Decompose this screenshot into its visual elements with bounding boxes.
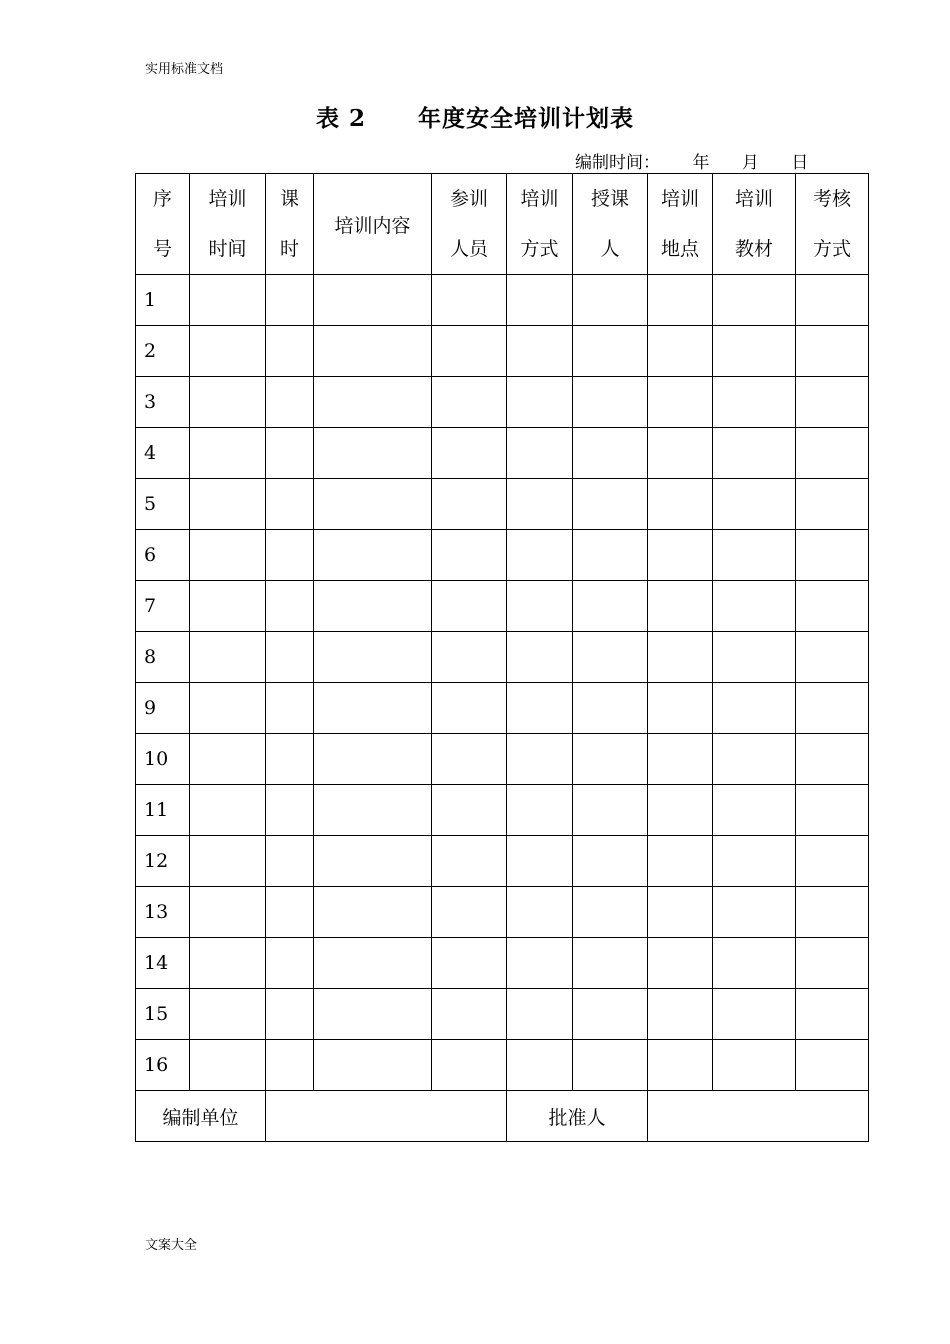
table-cell[interactable] [266,581,314,632]
table-cell[interactable] [266,836,314,887]
row-number: 3 [136,377,190,428]
table-cell[interactable] [432,275,507,326]
header-cell: 考核 方式 [796,174,869,275]
table-cell[interactable] [190,785,266,836]
table-cell[interactable] [314,887,432,938]
table-cell[interactable] [266,530,314,581]
table-cell[interactable] [648,326,713,377]
table-cell[interactable] [314,938,432,989]
table-cell[interactable] [648,275,713,326]
table-cell[interactable] [648,428,713,479]
table-cell[interactable] [507,836,573,887]
table-cell[interactable] [507,938,573,989]
table-row [136,428,869,479]
header-cell: 授课 人 [573,174,648,275]
table-cell[interactable] [573,785,648,836]
header-cell: 参训 人员 [432,174,507,275]
table-cell[interactable] [432,377,507,428]
table-cell[interactable] [507,734,573,785]
table-cell[interactable] [573,326,648,377]
table-cell[interactable] [713,887,796,938]
table-row [136,530,869,581]
table-cell[interactable] [713,836,796,887]
table-cell[interactable] [796,785,869,836]
table-footer-row [136,1091,869,1142]
table-cell[interactable] [266,785,314,836]
table-row [136,275,869,326]
table-cell[interactable] [648,377,713,428]
table-cell[interactable] [190,530,266,581]
table-cell[interactable] [713,938,796,989]
table-cell[interactable] [648,530,713,581]
table-cell[interactable] [314,836,432,887]
table-cell[interactable] [573,275,648,326]
row-number: 8 [136,632,190,683]
table-cell[interactable] [314,581,432,632]
table-cell[interactable] [432,326,507,377]
table-cell[interactable] [507,683,573,734]
table-cell[interactable] [266,734,314,785]
row-number: 2 [136,326,190,377]
day-label: 日 [791,153,809,173]
table-cell[interactable] [796,683,869,734]
table-cell[interactable] [507,530,573,581]
table-cell[interactable] [507,1040,573,1091]
table-body [136,275,869,1091]
table-cell[interactable] [266,1040,314,1091]
table-cell[interactable] [432,479,507,530]
table-cell[interactable] [266,887,314,938]
table-cell[interactable] [314,530,432,581]
training-plan-table [135,173,869,1142]
table-cell[interactable] [432,428,507,479]
table-cell[interactable] [573,887,648,938]
table-cell[interactable] [573,428,648,479]
table-row [136,989,869,1040]
table-cell[interactable] [713,275,796,326]
table-row [136,785,869,836]
table-cell[interactable] [573,989,648,1040]
table-cell[interactable] [648,836,713,887]
table-cell[interactable] [713,1040,796,1091]
table-cell[interactable] [648,938,713,989]
table-cell[interactable] [648,479,713,530]
table-cell[interactable] [713,734,796,785]
table-cell[interactable] [432,683,507,734]
table-cell[interactable] [507,785,573,836]
table-row [136,326,869,377]
table-cell[interactable] [432,581,507,632]
row-number: 7 [136,581,190,632]
table-cell[interactable] [266,326,314,377]
table-cell[interactable] [573,1040,648,1091]
table-row [136,734,869,785]
row-number: 16 [136,1040,190,1091]
header-cell: 培训 方式 [507,174,573,275]
table-cell[interactable] [648,887,713,938]
table-cell[interactable] [648,1040,713,1091]
table-cell[interactable] [796,1040,869,1091]
approver-field[interactable] [648,1091,869,1142]
table-cell[interactable] [190,326,266,377]
table-cell[interactable] [190,581,266,632]
table-cell[interactable] [432,887,507,938]
table-cell[interactable] [190,887,266,938]
row-number: 4 [136,428,190,479]
table-cell[interactable] [796,734,869,785]
table-cell[interactable] [648,632,713,683]
table-cell[interactable] [648,581,713,632]
table-cell[interactable] [314,428,432,479]
row-number: 9 [136,683,190,734]
document-header-note: 实用标准文档 [145,62,224,77]
table-cell[interactable] [713,581,796,632]
table-cell[interactable] [190,836,266,887]
table-cell[interactable] [190,275,266,326]
header-cell: 课 时 [266,174,314,275]
table-header-row [136,174,869,275]
table-cell[interactable] [266,938,314,989]
table-cell[interactable] [507,428,573,479]
row-number: 1 [136,275,190,326]
table-cell[interactable] [573,530,648,581]
table-cell[interactable] [796,632,869,683]
table-cell[interactable] [507,581,573,632]
table-cell[interactable] [507,479,573,530]
table-cell[interactable] [432,785,507,836]
table-cell[interactable] [796,938,869,989]
header-cell: 培训 时间 [190,174,266,275]
header-cell: 培训 地点 [648,174,713,275]
table-cell[interactable] [314,734,432,785]
table-cell[interactable] [573,683,648,734]
table-cell[interactable] [796,479,869,530]
table-cell[interactable] [190,683,266,734]
table-cell[interactable] [432,632,507,683]
table-cell[interactable] [796,275,869,326]
table-cell[interactable] [648,734,713,785]
table-cell[interactable] [507,275,573,326]
table-row [136,836,869,887]
table-cell[interactable] [713,989,796,1040]
table-row [136,632,869,683]
table-cell[interactable] [796,377,869,428]
table-row [136,377,869,428]
table-cell[interactable] [266,377,314,428]
compile-date-label: 编制时间： [575,153,660,173]
row-number: 5 [136,479,190,530]
table-cell[interactable] [266,428,314,479]
table-cell[interactable] [507,887,573,938]
table-cell[interactable] [314,683,432,734]
row-number: 6 [136,530,190,581]
table-cell[interactable] [573,581,648,632]
table-row [136,1040,869,1091]
table-row [136,938,869,989]
compiling-unit-field[interactable] [266,1091,507,1142]
table-cell[interactable] [266,479,314,530]
header-cell: 培训内容 [314,174,432,275]
table-cell[interactable] [314,275,432,326]
table-cell[interactable] [796,989,869,1040]
table-cell[interactable] [713,479,796,530]
table-cell[interactable] [432,734,507,785]
table-cell[interactable] [507,989,573,1040]
table-cell[interactable] [190,1040,266,1091]
table-row [136,887,869,938]
table-cell[interactable] [266,683,314,734]
table-cell[interactable] [573,377,648,428]
table-cell[interactable] [432,836,507,887]
table-cell[interactable] [432,938,507,989]
table-cell[interactable] [432,1040,507,1091]
row-number: 14 [136,938,190,989]
table-cell[interactable] [507,632,573,683]
header-cell: 培训 教材 [713,174,796,275]
table-cell[interactable] [713,530,796,581]
table-cell[interactable] [648,785,713,836]
table-cell[interactable] [713,377,796,428]
table-cell[interactable] [190,428,266,479]
table-cell[interactable] [573,938,648,989]
table-cell[interactable] [713,683,796,734]
table-number: 表 2 [315,105,366,132]
table-cell[interactable] [796,836,869,887]
compile-date-line [575,148,808,173]
table-row [136,683,869,734]
approver-label: 批准人 [507,1091,648,1142]
table-cell[interactable] [507,377,573,428]
table-cell[interactable] [573,734,648,785]
table-cell[interactable] [796,428,869,479]
table-cell[interactable] [648,683,713,734]
table-cell[interactable] [190,734,266,785]
table-cell[interactable] [190,377,266,428]
month-label: 月 [741,153,759,173]
header-cell: 序 号 [136,174,190,275]
table-cell[interactable] [314,479,432,530]
table-title-text: 年度安全培训计划表 [418,105,634,132]
document-footer-note: 文案大全 [145,1238,198,1253]
table-cell[interactable] [314,989,432,1040]
table-cell[interactable] [190,989,266,1040]
table-cell[interactable] [573,836,648,887]
table-row [136,479,869,530]
table-cell[interactable] [266,632,314,683]
table-cell[interactable] [507,326,573,377]
table-cell[interactable] [266,275,314,326]
table-cell[interactable] [713,428,796,479]
table-cell[interactable] [314,377,432,428]
table-cell[interactable] [796,581,869,632]
page-title [0,100,950,133]
row-number: 11 [136,785,190,836]
row-number: 10 [136,734,190,785]
row-number: 15 [136,989,190,1040]
row-number: 13 [136,887,190,938]
table-cell[interactable] [314,785,432,836]
table-cell[interactable] [713,326,796,377]
table-cell[interactable] [190,938,266,989]
year-label: 年 [692,153,710,173]
table-cell[interactable] [796,326,869,377]
table-cell[interactable] [713,785,796,836]
table-cell[interactable] [796,530,869,581]
table-cell[interactable] [573,632,648,683]
table-cell[interactable] [314,1040,432,1091]
table-row [136,581,869,632]
table-cell[interactable] [266,989,314,1040]
table-cell[interactable] [314,326,432,377]
table-cell[interactable] [648,989,713,1040]
table-cell[interactable] [432,989,507,1040]
table-cell[interactable] [190,632,266,683]
compiling-unit-label: 编制单位 [136,1091,266,1142]
table-cell[interactable] [573,479,648,530]
table-cell[interactable] [432,530,507,581]
table-cell[interactable] [314,632,432,683]
table-cell[interactable] [796,887,869,938]
table-cell[interactable] [713,632,796,683]
table-cell[interactable] [190,479,266,530]
row-number: 12 [136,836,190,887]
